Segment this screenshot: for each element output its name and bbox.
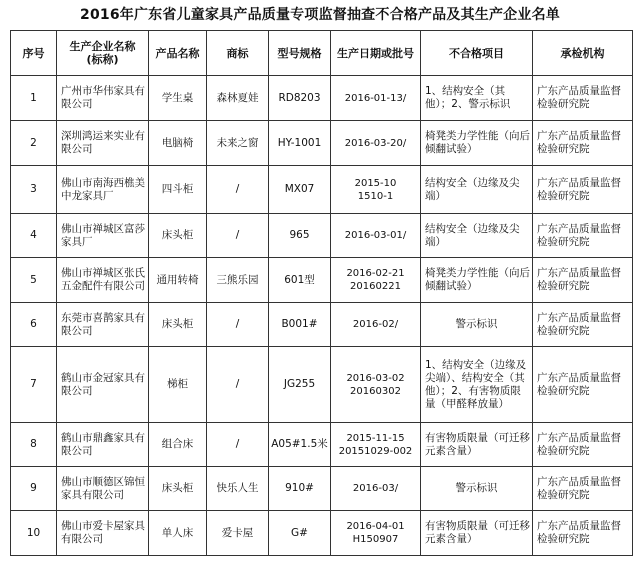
cell-product: 学生桌 — [149, 76, 207, 121]
cell-company: 佛山市南海西樵美中龙家具厂 — [57, 166, 149, 214]
cell-company: 佛山市顺德区锦恒家具有限公司 — [57, 467, 149, 511]
cell-no: 3 — [11, 166, 57, 214]
cell-model: MX07 — [269, 166, 331, 214]
header-product: 产品名称 — [149, 31, 207, 76]
header-no: 序号 — [11, 31, 57, 76]
cell-item: 有害物质限量（可迁移元素含量） — [421, 511, 533, 556]
cell-company: 佛山市禅城区富莎家具厂 — [57, 214, 149, 258]
cell-model: 601型 — [269, 258, 331, 303]
cell-date: 2015-10 1510-1 — [331, 166, 421, 214]
cell-product: 四斗柜 — [149, 166, 207, 214]
cell-company: 佛山市禅城区张氏五金配件有限公司 — [57, 258, 149, 303]
table-row — [11, 214, 633, 258]
cell-item: 1、结构安全（边缘及尖端）、结构安全（其他）；2、有害物质限量（甲醛释放量） — [421, 347, 533, 423]
cell-brand: / — [207, 214, 269, 258]
cell-item: 椅凳类力学性能（向后倾翻试验） — [421, 258, 533, 303]
cell-no: 8 — [11, 423, 57, 467]
cell-company: 东莞市喜鹊家具有限公司 — [57, 303, 149, 347]
cell-no: 4 — [11, 214, 57, 258]
cell-brand: / — [207, 303, 269, 347]
header-model: 型号规格 — [269, 31, 331, 76]
header-brand: 商标 — [207, 31, 269, 76]
cell-date: 2016-03-02 20160302 — [331, 347, 421, 423]
table-row — [11, 467, 633, 511]
cell-company: 鹤山市鼎鑫家具有限公司 — [57, 423, 149, 467]
cell-date: 2016-03/ — [331, 467, 421, 511]
cell-brand: 爱卡屋 — [207, 511, 269, 556]
header-agency: 承检机构 — [533, 31, 633, 76]
table-row — [11, 76, 633, 121]
cell-no: 7 — [11, 347, 57, 423]
cell-product: 梯柜 — [149, 347, 207, 423]
cell-item: 1、结构安全（其他）；2、警示标识 — [421, 76, 533, 121]
cell-agency: 广东产品质量监督检验研究院 — [533, 467, 633, 511]
cell-model: B001# — [269, 303, 331, 347]
cell-no: 5 — [11, 258, 57, 303]
table-row — [11, 347, 633, 423]
cell-model: G# — [269, 511, 331, 556]
cell-date: 2016-03-20/ — [331, 121, 421, 166]
cell-item: 有害物质限量（可迁移元素含量） — [421, 423, 533, 467]
cell-agency: 广东产品质量监督检验研究院 — [533, 303, 633, 347]
cell-brand: / — [207, 166, 269, 214]
cell-company: 鹤山市金冠家具有限公司 — [57, 347, 149, 423]
cell-agency: 广东产品质量监督检验研究院 — [533, 121, 633, 166]
cell-product: 组合床 — [149, 423, 207, 467]
page-title: 2016年广东省儿童家具产品质量专项监督抽查不合格产品及其生产企业名单 — [80, 7, 560, 23]
cell-agency: 广东产品质量监督检验研究院 — [533, 347, 633, 423]
cell-no: 10 — [11, 511, 57, 556]
cell-brand: / — [207, 423, 269, 467]
cell-item: 结构安全（边缘及尖端） — [421, 166, 533, 214]
cell-item: 结构安全（边缘及尖端） — [421, 214, 533, 258]
cell-model: 910# — [269, 467, 331, 511]
cell-date: 2016-02-21 20160221 — [331, 258, 421, 303]
cell-product: 电脑椅 — [149, 121, 207, 166]
table-row — [11, 121, 633, 166]
cell-model: A05#1.5米 — [269, 423, 331, 467]
cell-no: 2 — [11, 121, 57, 166]
cell-product: 床头柜 — [149, 214, 207, 258]
cell-company: 广州市华伟家具有限公司 — [57, 76, 149, 121]
cell-agency: 广东产品质量监督检验研究院 — [533, 214, 633, 258]
header-company: 生产企业名称 (标称) — [57, 31, 149, 76]
cell-date: 2015-11-15 20151029-002 — [331, 423, 421, 467]
table-row — [11, 511, 633, 556]
cell-agency: 广东产品质量监督检验研究院 — [533, 76, 633, 121]
cell-company: 深圳鸿运来实业有限公司 — [57, 121, 149, 166]
cell-date: 2016-03-01/ — [331, 214, 421, 258]
table-row — [11, 258, 633, 303]
cell-no: 9 — [11, 467, 57, 511]
cell-brand: 森林夏娃 — [207, 76, 269, 121]
header-item: 不合格项目 — [421, 31, 533, 76]
cell-item: 椅凳类力学性能（向后倾翻试验） — [421, 121, 533, 166]
cell-model: 965 — [269, 214, 331, 258]
cell-model: JG255 — [269, 347, 331, 423]
cell-product: 床头柜 — [149, 467, 207, 511]
cell-model: HY-1001 — [269, 121, 331, 166]
cell-date: 2016-04-01 H150907 — [331, 511, 421, 556]
cell-product: 床头柜 — [149, 303, 207, 347]
cell-no: 6 — [11, 303, 57, 347]
cell-item: 警示标识 — [421, 303, 533, 347]
table-row — [11, 423, 633, 467]
cell-brand: 快乐人生 — [207, 467, 269, 511]
cell-date: 2016-02/ — [331, 303, 421, 347]
header-date: 生产日期或批号 — [331, 31, 421, 76]
table-header-row — [11, 31, 633, 76]
results-table — [10, 30, 633, 556]
cell-product: 通用转椅 — [149, 258, 207, 303]
cell-agency: 广东产品质量监督检验研究院 — [533, 258, 633, 303]
cell-brand: 三熊乐园 — [207, 258, 269, 303]
cell-brand: 未来之窗 — [207, 121, 269, 166]
cell-model: RD8203 — [269, 76, 331, 121]
table-row — [11, 166, 633, 214]
cell-item: 警示标识 — [421, 467, 533, 511]
table-row — [11, 303, 633, 347]
cell-product: 单人床 — [149, 511, 207, 556]
cell-agency: 广东产品质量监督检验研究院 — [533, 423, 633, 467]
cell-agency: 广东产品质量监督检验研究院 — [533, 511, 633, 556]
cell-date: 2016-01-13/ — [331, 76, 421, 121]
cell-brand: / — [207, 347, 269, 423]
cell-company: 佛山市爱卡屋家具有限公司 — [57, 511, 149, 556]
cell-agency: 广东产品质量监督检验研究院 — [533, 166, 633, 214]
cell-no: 1 — [11, 76, 57, 121]
